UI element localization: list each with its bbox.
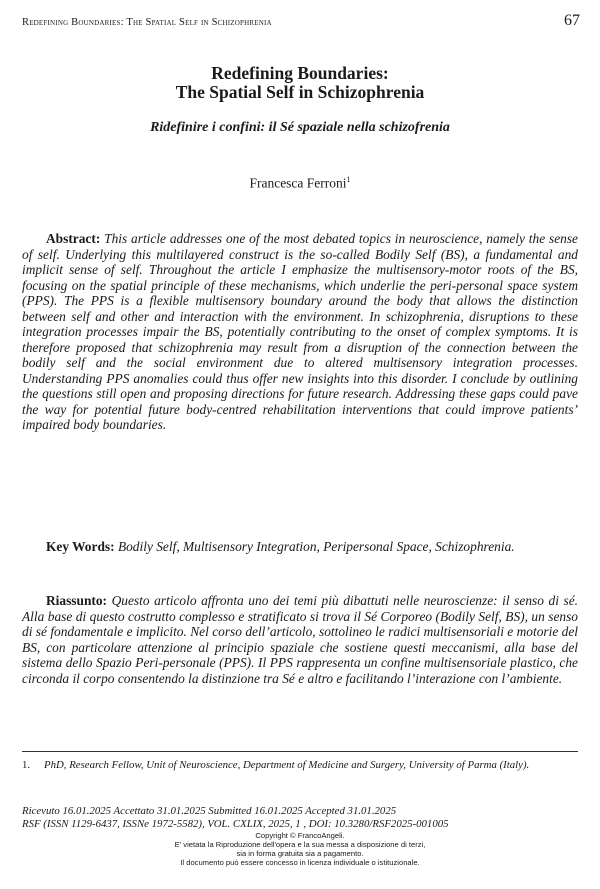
- journal-citation: RSF (ISSN 1129-6437, ISSNe 1972-5582), VOL. CXLIX, 2025, 1 , DOI: 10.3280/RSF2025-001005: [22, 818, 449, 830]
- abstract-text: This article addresses one of the most debated topics in neuroscience, namely the sense of self. Underlying this multilayered construct is the so-called Bodily Self (BS), a fundamental and implicit sense of self. Throughout the article I emphasize the multisensory-motor roots of the BS, focusing on the spatial principle of these mechanisms, which underlie the peri-personal space system (PPS). The PPS is a flexible multisensory boundary around the body that allows the distinction between self and other and interaction with the environment. In schizophrenia, disruptions to these integration processes impair the BS, potentially contributing to the onset of complex symptoms. It is therefore proposed that schizophrenia may result from a disruption of the connection between the bodily self and the social environment due to altered multisensory integration processes. Understanding PPS anomalies could thus offer new insights into this disorder. I conclude by outlining the questions still open and proposing directions for future research. Addressing these gaps could pave the way for potential future body-centred rehabilitation interventions that could improve patients’ impaired body boundaries.: [22, 231, 578, 432]
- keywords-label: Key Words:: [46, 539, 115, 554]
- author-line: [0, 175, 600, 192]
- riassunto-text: Questo articolo affronta uno dei temi più dibattuti nelle neuroscienze: il senso di sé. Alla base di questo costrutto complesso e stratificato si trova il Sé Corporeo (Bodily Self, BS), un senso di sé fondamentale e implicito. Nel corso dell’articolo, sottolineo le radici multisensoriali e motorie del BS, con particolare attenzione al principio spaziale che sostiene questi meccanismi, alla base del sistema dello Spazio Peri-personale (PPS). Il PPS rappresenta un confine multisensoriale plastico, che circonda il corpo consentendo la distinzione tra Sé e altro e facilitando l’interazione con l’ambiente.: [22, 593, 578, 686]
- title-line-2: The Spatial Self in Schizophrenia: [175, 82, 425, 102]
- author-name: Francesca Ferroni: [249, 175, 347, 191]
- abstract: [22, 231, 578, 433]
- footnote-number: 1.: [22, 759, 31, 771]
- copyright-line-3: sia in forma gratuita sia a pagamento.: [236, 849, 364, 858]
- keywords: [22, 539, 578, 555]
- copyright-line-2: E' vietata la Riproduzione dell'opera e la sua messa a disposizione di terzi,: [174, 840, 426, 849]
- received-dates: Ricevuto 16.01.2025 Accettato 31.01.2025 Submitted 16.01.2025 Accepted 31.01.2025: [22, 805, 397, 817]
- publication-info: [22, 805, 578, 831]
- running-head: Redefining Boundaries: The Spatial Self in Schizophrenia: [22, 17, 272, 28]
- author-footnote-mark: 1: [346, 175, 351, 184]
- page-header: [22, 12, 580, 34]
- keywords-text: Bodily Self, Multisensory Integration, Peripersonal Space, Schizophrenia.: [117, 539, 515, 554]
- abstract-label: Abstract:: [46, 231, 101, 246]
- copyright-notice: [0, 831, 600, 867]
- footnote: [22, 759, 578, 772]
- title-line-1: Redefining Boundaries:: [211, 63, 389, 83]
- riassunto: [22, 593, 578, 686]
- footnote-text: PhD, Research Fellow, Unit of Neuroscience, Department of Medicine and Surgery, University of Parma (Italy).: [44, 759, 530, 771]
- riassunto-label: Riassunto:: [46, 593, 108, 608]
- footnote-divider: [22, 751, 578, 752]
- article-subtitle: Ridefinire i confini: il Sé spaziale nella schizofrenia: [150, 120, 450, 135]
- page-number: 67: [564, 12, 580, 29]
- copyright-line-1: Copyright © FrancoAngeli.: [255, 831, 345, 840]
- copyright-line-4: Il documento può essere concesso in licenza individuale o istituzionale.: [180, 858, 420, 867]
- article-title: [0, 64, 600, 102]
